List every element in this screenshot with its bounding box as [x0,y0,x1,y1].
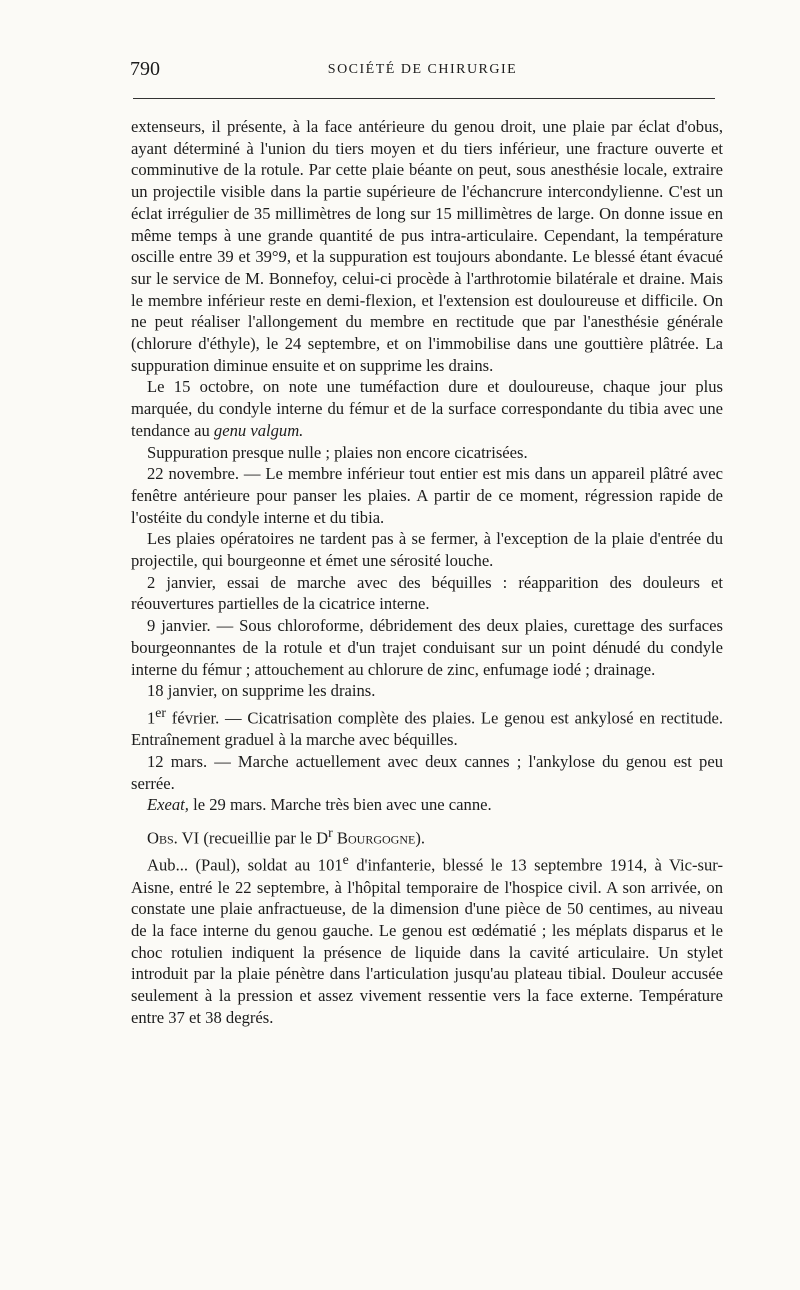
paragraph-text: le 29 mars. Marche très bien avec une canne. [188,795,492,815]
author-name: Bourgogne [332,828,416,848]
paragraph [131,702,723,751]
ordinal-superscript: er [155,704,167,720]
body-text [131,116,723,1028]
observation-label: Obs. VI [147,828,200,848]
page-header [130,58,715,88]
paragraph [131,376,723,441]
paragraph: 22 novembre. — Le membre inférieur tout entier est mis dans un appareil plâtré avec fenêtre antérieure pour panser les plaies. A partir de ce moment, régression rapide de l'ostéite du condyle interne et du tibia. [131,464,723,527]
paragraph-text: d'infanterie, blessé le 13 septembre 1914, à Vic-sur-Aisne, entré le 22 septembre, à l'hôpital temporaire de l'hospice civil. A son arrivée, on constate une plaie anfractueuse, de la dimension d'une pièce de 50 centimes, au niveau de la face interne du genou gauche. Le genou est œdématié ; les méplats disparus et le choc rotulien indiquent la présence de liquide dans la cavité articulaire. Un stylet introduit par la plaie pénètre dans l'articulation jusqu'au plateau tibial. Douleur accusée seulement à la pression et assez vivement ressentie vers la face externe. Température entre 37 et 38 degrés. [131,855,723,1027]
paragraph-text: Aub... (Paul), soldat au 101 [147,855,343,875]
paragraph: extenseurs, il présente, à la face antérieure du genou droit, une plaie par éclat d'obus, ayant déterminé à l'union du tiers moyen et du tiers inférieur, une fracture ouverte et comminutive de la rotule. Par cette plaie béante on peut, sous anesthésie locale, extraire un projectile visible dans la partie supérieure de l'échancrure intercondylienne. C'est un éclat irrégulier de 35 millimètres de long sur 15 millimètres de large. On donne issue en même temps à une grande quantité de pus intra-articulaire. Cependant, la température oscille entre 39 et 39°9, et la suppuration est toujours abondante. Le blessé étant évacué sur le service de M. Bonnefoy, celui-ci procède à l'arthrotomie bilatérale et draine. Mais le membre inférieur reste en demi-flexion, et l'extension est douloureuse et difficile. On ne peut réaliser l'allongement du membre en rectitude que par l'anesthésie générale (chlorure d'éthyle), le 24 septembre, et on l'immobilise dans une gouttière plâtrée. La suppuration diminue ensuite et on supprime les drains. [131,117,723,375]
italic-term: Exeat, [147,795,189,815]
paragraph-text: février. — Cicatrisation complète des plaies. Le genou est ankylosé en rectitude. Entraînement graduel à la marche avec béquilles. [131,708,723,750]
page-number: 790 [130,58,160,80]
paragraph-text: Le 15 octobre, on note une tuméfaction dure et douloureuse, chaque jour plus marquée, du condyle interne du fémur et de la surface correspondante du tibia avec une tendance au [131,377,723,440]
title-superscript: r [328,825,333,841]
paragraph [131,849,723,1028]
paragraph: 18 janvier, on supprime les drains. [147,681,376,701]
paragraph: Les plaies opératoires ne tardent pas à se fermer, à l'exception de la plaie d'entrée du projectile, qui bourgeonne et émet une sérosité louche. [131,529,723,571]
paragraph [131,794,723,816]
date-number: 1 [147,708,156,728]
italic-term: genu valgum. [213,420,304,440]
running-title: SOCIÉTÉ DE CHIRURGIE [327,62,518,77]
paragraph: 2 janvier, essai de marche avec des béquilles : réapparition des douleurs et réouvertures partielles de la cicatrice interne. [131,572,723,614]
observation-text: (recueillie par le D [199,828,329,848]
observation-text-end: ). [415,828,426,848]
paragraph: 12 mars. — Marche actuellement avec deux cannes ; l'ankylose du genou est peu serrée. [131,751,723,793]
observation-heading [131,822,723,849]
paragraph: 9 janvier. — Sous chloroforme, débridement des deux plaies, curettage des surfaces bourgeonnantes de la rotule et d'un trajet conduisant sur un point dénudé du condyle interne du fémur ; attouchement au chlorure de zinc, enfumage iodé ; drainage. [131,616,723,679]
header-rule [133,98,715,99]
ordinal-superscript: e [342,852,349,868]
paragraph: Suppuration presque nulle ; plaies non encore cicatrisées. [147,442,528,462]
